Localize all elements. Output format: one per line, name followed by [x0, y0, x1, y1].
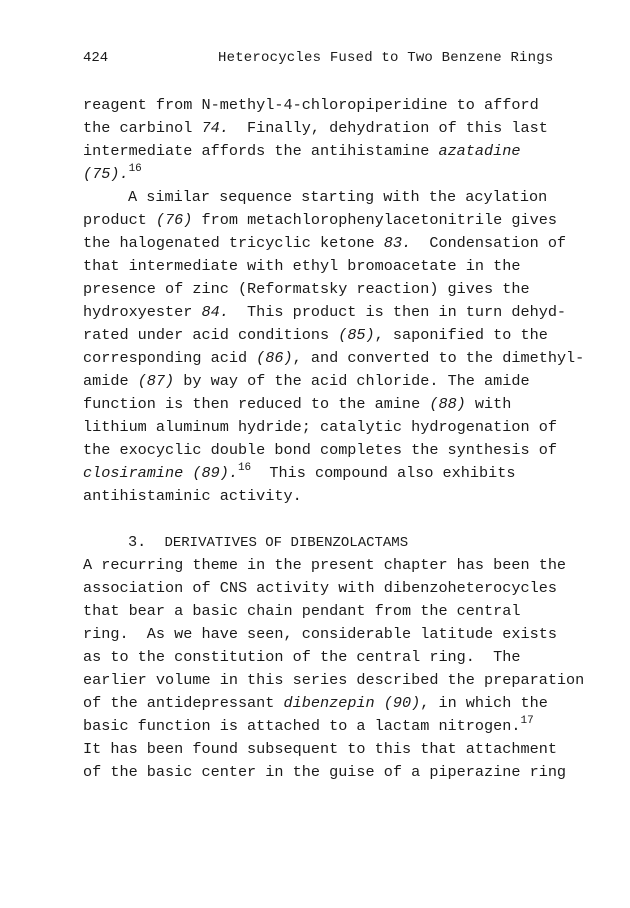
drug-name: dibenzepin	[283, 694, 375, 712]
paragraph-2-line-12: the exocyclic double bond completes the synthesis of	[83, 441, 557, 459]
paragraph-3-line-7: of the antidepressant dibenzepin (90), in which the	[83, 694, 548, 712]
drug-name: closiramine	[83, 464, 184, 482]
paragraph-1-line-1: reagent from N-methyl-4-chloropiperidine to afford	[83, 96, 539, 114]
compound-ref: (90)	[374, 694, 421, 712]
section-title: DERIVATIVES OF DIBENZOLACTAMS	[164, 535, 409, 551]
compound-ref: 74.	[201, 119, 229, 137]
paragraph-2-line-14: antihistaminic activity.	[83, 487, 302, 505]
compound-ref: (87)	[137, 372, 175, 390]
compound-ref: (88)	[429, 395, 466, 413]
compound-ref: (85)	[338, 326, 375, 344]
paragraph-3-line-8: basic function is attached to a lactam nitrogen.$^{17}$	[83, 715, 534, 735]
compound-ref: (86)	[256, 349, 293, 367]
paragraph-3-line-1: A recurring theme in the present chapter has been the	[83, 556, 567, 574]
paragraph-1-line-3: intermediate affords the antihistamine azatadine	[83, 142, 521, 160]
paragraph-2-line-8: corresponding acid (86), and converted to the dimethyl-	[83, 349, 585, 367]
paragraph-2-line-13: closiramine (89).$^{16}$ This compound also exhibits	[83, 462, 516, 482]
footnote-ref: 16	[128, 163, 142, 175]
compound-ref: 84.	[201, 303, 229, 321]
paragraph-2-line-9: amide (87) by way of the acid chloride. The amide	[83, 372, 530, 390]
paragraph-1-line-4	[83, 165, 142, 183]
paragraph-1-line-2: the carbinol 74. Finally, dehydration of this last	[83, 119, 548, 137]
paragraph-2-line-3: the halogenated tricyclic ketone 83. Condensation of	[83, 234, 567, 252]
paragraph-2-line-5: presence of zinc (Reformatsky reaction) gives the	[83, 280, 530, 298]
paragraph-3-line-4: ring. As we have seen, considerable latitude exists	[83, 625, 557, 643]
paragraph-2-line-2: product (76) from metachlorophenylacetonitrile gives	[83, 211, 557, 229]
paragraph-2-line-6: hydroxyester 84. This product is then in turn dehyd-	[83, 303, 567, 321]
paragraph-3-line-10: of the basic center in the guise of a piperazine ring	[83, 763, 567, 781]
footnote-ref: 17	[520, 715, 534, 727]
paragraph-3-line-5: as to the constitution of the central ring. The	[83, 648, 521, 666]
paragraph-2-line-1: A similar sequence starting with the acylation	[128, 188, 548, 206]
paragraph-3-line-9: It has been found subsequent to this that attachment	[83, 740, 557, 758]
footnote-ref: 16	[237, 462, 252, 474]
paragraph-2-line-7: rated under acid conditions (85), saponified to the	[83, 326, 548, 344]
page-number: 424	[83, 50, 109, 66]
paragraph-2-line-11: lithium aluminum hydride; catalytic hydrogenation of	[83, 418, 557, 436]
paragraph-2-line-4: that intermediate with ethyl bromoacetate in the	[83, 257, 521, 275]
running-head: Heterocycles Fused to Two Benzene Rings	[218, 50, 554, 66]
compound-ref: (89).	[183, 464, 238, 482]
drug-name: azatadine	[438, 142, 521, 160]
compound-ref: (75).	[83, 165, 129, 183]
compound-ref: 83.	[383, 234, 412, 252]
compound-ref: (76)	[155, 211, 193, 229]
section-heading	[128, 533, 408, 552]
paragraph-3-line-6: earlier volume in this series described the preparation	[83, 671, 585, 689]
paragraph-3-line-2: association of CNS activity with dibenzoheterocycles	[83, 579, 557, 597]
paragraph-2-line-10: function is then reduced to the amine (88) with	[83, 395, 512, 413]
paragraph-3-line-3: that bear a basic chain pendant from the central	[83, 602, 521, 620]
section-number: 3.	[128, 533, 147, 551]
